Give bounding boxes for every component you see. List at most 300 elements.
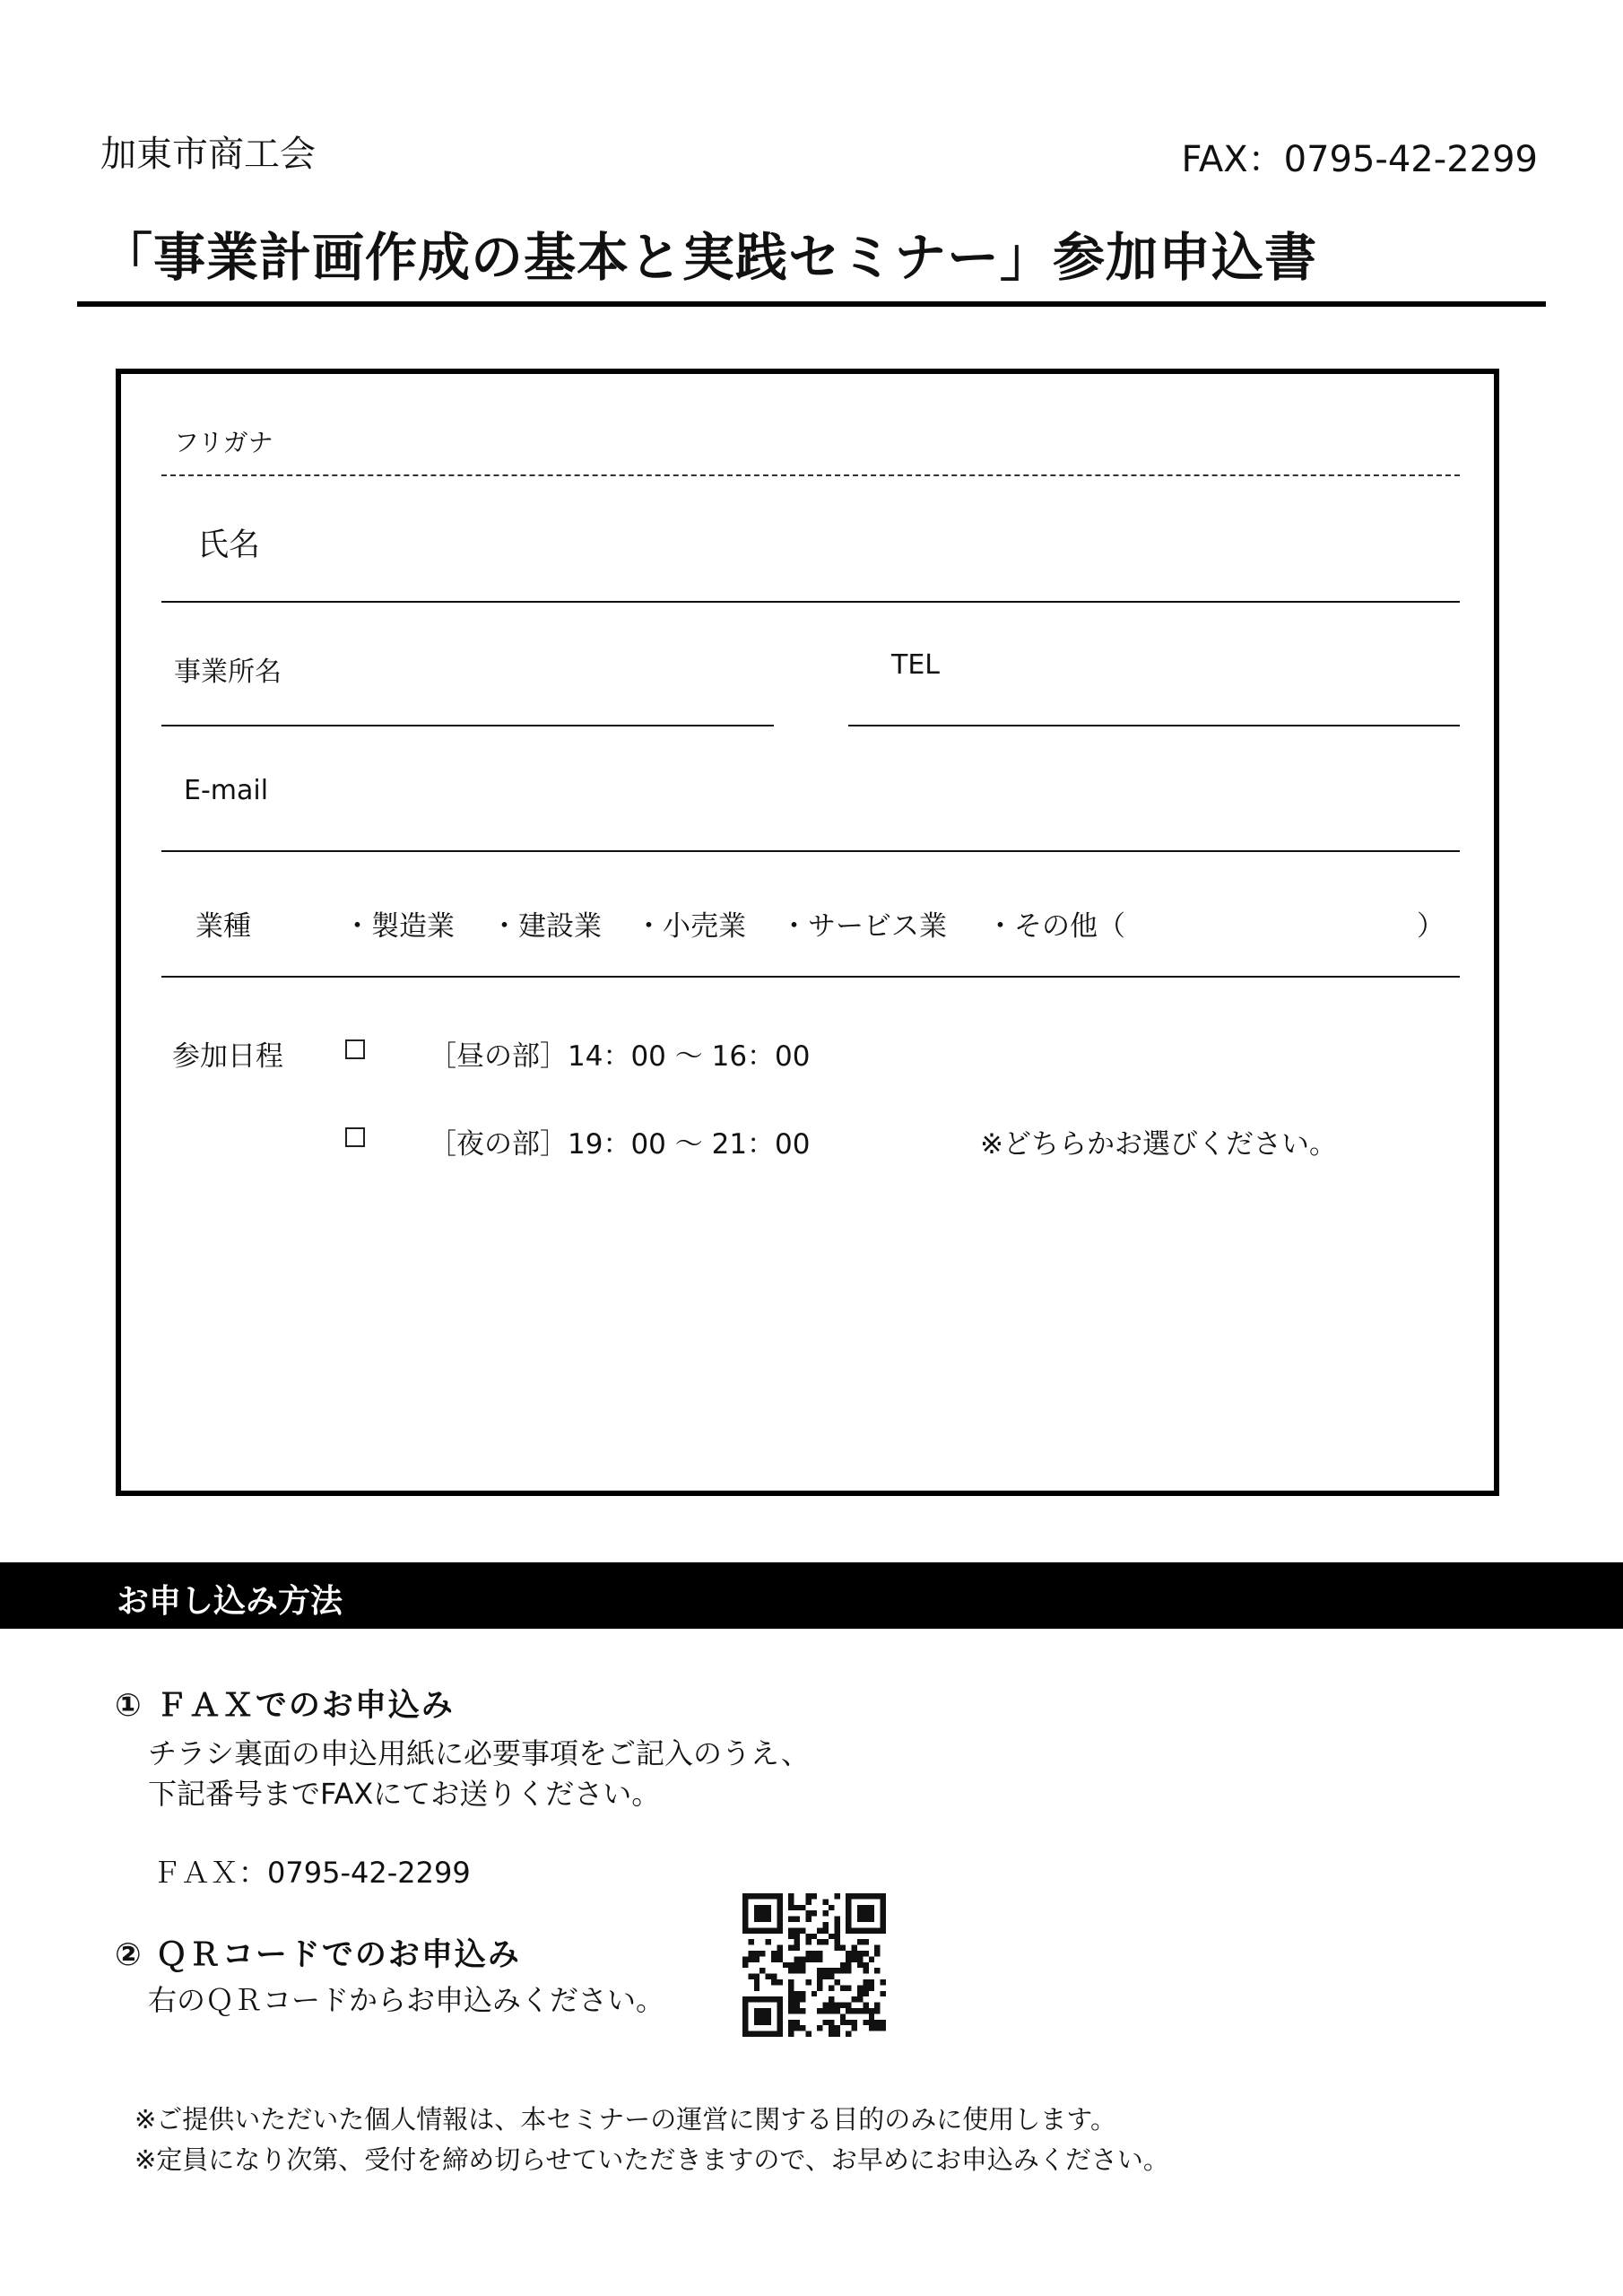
- qr-module: [742, 1910, 748, 1916]
- qr-module: [805, 2031, 811, 2037]
- qr-module: [823, 1974, 829, 1979]
- qr-module: [863, 1968, 868, 1973]
- tel-label: TEL: [891, 649, 940, 681]
- qr-module: [881, 1979, 886, 1985]
- qr-module: [771, 1893, 777, 1899]
- qr-module: [869, 1905, 874, 1910]
- qr-module: [812, 1893, 817, 1899]
- qr-module: [777, 1910, 782, 1916]
- qr-module: [794, 1934, 800, 1939]
- qr-module: [817, 1956, 822, 1961]
- qr-module: [874, 2025, 880, 2031]
- qr-module: [788, 2020, 794, 2025]
- qr-module: [742, 1922, 748, 1927]
- qr-module: [754, 1905, 759, 1910]
- qr-module: [874, 1927, 880, 1933]
- qr-module: [869, 2013, 874, 2019]
- qr-module: [863, 1893, 868, 1899]
- qr-module: [766, 1927, 771, 1933]
- qr-module: [834, 2025, 839, 2031]
- qr-module: [771, 1956, 777, 1961]
- qr-module: [748, 1974, 753, 1979]
- qr-module: [788, 1945, 794, 1951]
- qr-module: [857, 1905, 863, 1910]
- qr-module: [881, 1917, 886, 1922]
- qr-module: [777, 1893, 782, 1899]
- qr-module: [748, 1927, 753, 1933]
- qr-module: [817, 1927, 822, 1933]
- qr-module: [881, 1991, 886, 1996]
- qr-module: [754, 1974, 759, 1979]
- qr-module: [805, 1956, 811, 1961]
- qr-module: [805, 1951, 811, 1956]
- qr-module: [777, 1956, 782, 1961]
- qr-module: [771, 2031, 777, 2037]
- qr-module: [834, 1945, 839, 1951]
- qr-module: [857, 1917, 863, 1922]
- qr-module: [788, 2008, 794, 2013]
- qr-module: [881, 2020, 886, 2025]
- qr-module: [852, 2020, 857, 2025]
- qr-module: [829, 2025, 834, 2031]
- qr-module: [754, 1951, 759, 1956]
- qr-module: [834, 1979, 839, 1985]
- qr-module: [829, 2008, 834, 2013]
- qr-module: [881, 1922, 886, 1927]
- qr-module: [777, 1927, 782, 1933]
- qr-module: [869, 1956, 874, 1961]
- qr-module: [852, 1927, 857, 1933]
- qr-module: [777, 2025, 782, 2031]
- qr-module: [794, 1905, 800, 1910]
- qr-module: [742, 1956, 748, 1961]
- qr-module: [863, 2003, 868, 2008]
- qr-module: [742, 1893, 748, 1899]
- qr-module: [812, 1956, 817, 1961]
- qr-module: [874, 1968, 880, 1973]
- qr-module: [857, 1956, 863, 1961]
- qr-module: [766, 1905, 771, 1910]
- qr-module: [863, 1905, 868, 1910]
- qr-module: [823, 1939, 829, 1944]
- qr-module: [777, 1922, 782, 1927]
- qr-module: [794, 2003, 800, 2008]
- qr-module: [829, 1934, 834, 1939]
- fax-number-header: FAX：0795-42-2299: [1181, 139, 1538, 180]
- page-title: 「事業計画作成の基本と実践セミナー」参加申込書: [100, 227, 1318, 288]
- qr-module: [869, 1917, 874, 1922]
- qr-module: [823, 1922, 829, 1927]
- fax-method-number: ＦＡＸ：0795-42-2299: [152, 1856, 471, 1890]
- qr-module: [863, 1910, 868, 1916]
- qr-module: [748, 1939, 753, 1944]
- qr-module: [840, 1985, 846, 1990]
- schedule-note: ※どちらかお選びください。: [980, 1128, 1337, 1161]
- qr-method-heading: ② ＱＲコードでのお申込み: [115, 1937, 521, 1973]
- qr-module: [794, 1917, 800, 1922]
- qr-module: [874, 2008, 880, 2013]
- qr-module: [857, 1991, 863, 1996]
- qr-module: [800, 1968, 805, 1973]
- qr-module: [759, 1968, 765, 1973]
- organization-name: 加東市商工会: [100, 134, 316, 175]
- qr-module: [759, 1951, 765, 1956]
- qr-module: [800, 1996, 805, 2002]
- qr-module: [759, 2031, 765, 2037]
- qr-module: [742, 1962, 748, 1968]
- qr-module: [754, 2008, 759, 2013]
- capacity-note: ※定員になり次第、受付を締め切らせていただきますので、お早めにお申込みください。: [135, 2144, 1169, 2175]
- qr-module: [794, 2025, 800, 2031]
- qr-module: [817, 2025, 822, 2031]
- qr-module: [881, 1905, 886, 1910]
- qr-module: [771, 1974, 777, 1979]
- qr-module: [834, 2003, 839, 2008]
- qr-module: [800, 2008, 805, 2013]
- qr-module: [766, 1996, 771, 2002]
- qr-module: [857, 1910, 863, 1916]
- qr-module: [823, 1968, 829, 1973]
- qr-module: [869, 2020, 874, 2025]
- qr-module: [840, 1968, 846, 1973]
- qr-module: [812, 1910, 817, 1916]
- qr-module: [852, 2008, 857, 2013]
- qr-module: [777, 1951, 782, 1956]
- qr-module: [783, 1962, 788, 1968]
- qr-module: [766, 1939, 771, 1944]
- qr-module: [874, 1945, 880, 1951]
- qr-module: [817, 1968, 822, 1973]
- qr-module: [754, 1893, 759, 1899]
- qr-module: [817, 1979, 822, 1985]
- qr-module: [846, 2031, 851, 2037]
- qr-module: [788, 1934, 794, 1939]
- qr-module: [805, 1934, 811, 1939]
- qr-module: [874, 1951, 880, 1956]
- qr-module: [846, 1922, 851, 1927]
- qr-module: [817, 2008, 822, 2013]
- qr-module: [766, 2031, 771, 2037]
- qr-module: [805, 1910, 811, 1916]
- qr-module: [759, 1917, 765, 1922]
- qr-module: [788, 1979, 794, 1985]
- qr-module: [754, 1985, 759, 1990]
- qr-module: [777, 1917, 782, 1922]
- qr-module: [794, 2020, 800, 2025]
- qr-module: [754, 1956, 759, 1961]
- day-session-label: ［昼の部］14：00 〜 16：00: [429, 1040, 811, 1073]
- qr-module: [794, 1945, 800, 1951]
- qr-module: [857, 1985, 863, 1990]
- qr-module: [788, 1991, 794, 1996]
- qr-module: [863, 1927, 868, 1933]
- qr-module: [846, 1956, 851, 1961]
- qr-module: [794, 1956, 800, 1961]
- business-name-label: 事業所名: [174, 657, 282, 688]
- qr-module: [748, 1996, 753, 2002]
- qr-module: [754, 1917, 759, 1922]
- qr-module: [754, 1910, 759, 1916]
- qr-module: [852, 1893, 857, 1899]
- qr-module: [748, 1893, 753, 1899]
- qr-module: [794, 1991, 800, 1996]
- qr-module: [794, 1939, 800, 1944]
- qr-module: [771, 1979, 777, 1985]
- qr-module: [766, 2013, 771, 2019]
- qr-module: [759, 2020, 765, 2025]
- qr-module: [754, 2013, 759, 2019]
- qr-module: [766, 2020, 771, 2025]
- qr-module: [869, 1893, 874, 1899]
- qr-module: [869, 1910, 874, 1916]
- qr-module: [777, 2031, 782, 2037]
- qr-module: [857, 1996, 863, 2002]
- qr-module: [852, 1945, 857, 1951]
- qr-module: [857, 1962, 863, 1968]
- qr-module: [748, 2031, 753, 2037]
- qr-module: [840, 2003, 846, 2008]
- qr-module: [852, 1956, 857, 1961]
- qr-module: [805, 1939, 811, 1944]
- qr-module: [794, 1962, 800, 1968]
- qr-module: [846, 2020, 851, 2025]
- qr-module: [846, 1951, 851, 1956]
- qr-module: [857, 2008, 863, 2013]
- qr-module: [766, 2008, 771, 2013]
- qr-module: [881, 1893, 886, 1899]
- qr-module: [777, 2020, 782, 2025]
- email-field-line[interactable]: [161, 850, 1460, 852]
- qr-module: [742, 1927, 748, 1933]
- qr-module: [777, 1979, 782, 1985]
- qr-module: [771, 1951, 777, 1956]
- qr-module: [766, 1974, 771, 1979]
- title-underline: [77, 301, 1546, 307]
- qr-module: [788, 1917, 794, 1922]
- qr-module: [846, 1910, 851, 1916]
- qr-module: [857, 1951, 863, 1956]
- qr-module: [829, 2020, 834, 2025]
- qr-module: [881, 1910, 886, 1916]
- furigana-label: フリガナ: [174, 428, 273, 457]
- qr-module: [852, 1996, 857, 2002]
- qr-module: [788, 1899, 794, 1904]
- qr-module: [817, 1985, 822, 1990]
- qr-module: [742, 2013, 748, 2019]
- industry-other-close-paren: ）: [1417, 910, 1445, 943]
- business-name-field-line[interactable]: [161, 725, 774, 726]
- qr-module: [777, 1996, 782, 2002]
- qr-module: [788, 1996, 794, 2002]
- qr-module: [748, 1956, 753, 1961]
- email-label: E-mail: [184, 775, 269, 806]
- evening-session-checkbox[interactable]: [345, 1127, 365, 1147]
- qr-code-image[interactable]: [742, 1893, 886, 2037]
- qr-module: [823, 2020, 829, 2025]
- qr-module: [800, 1991, 805, 1996]
- industry-option-retail[interactable]: ・小売業: [635, 910, 746, 943]
- qr-module: [788, 2025, 794, 2031]
- qr-module: [766, 1893, 771, 1899]
- qr-module: [863, 1951, 868, 1956]
- qr-module: [759, 2013, 765, 2019]
- qr-module: [846, 1905, 851, 1910]
- qr-module: [846, 2003, 851, 2008]
- qr-module: [754, 1996, 759, 2002]
- qr-module: [829, 2031, 834, 2037]
- qr-module: [800, 2025, 805, 2031]
- qr-module: [805, 1917, 811, 1922]
- qr-module: [846, 1985, 851, 1990]
- qr-module: [805, 1893, 811, 1899]
- qr-module: [874, 2020, 880, 2025]
- qr-module: [834, 1927, 839, 1933]
- qr-module: [771, 1927, 777, 1933]
- qr-module: [794, 1968, 800, 1973]
- furigana-field-line[interactable]: [161, 474, 1460, 476]
- qr-module: [869, 2025, 874, 2031]
- qr-module: [754, 2031, 759, 2037]
- qr-module: [863, 1939, 868, 1944]
- qr-module: [829, 1974, 834, 1979]
- qr-module: [800, 1962, 805, 1968]
- qr-module: [846, 1968, 851, 1973]
- industry-option-service[interactable]: ・サービス業: [780, 910, 947, 943]
- fax-method-heading: ① ＦＡＸでのお申込み: [115, 1688, 455, 1724]
- qr-module: [777, 1899, 782, 1904]
- qr-module: [823, 2003, 829, 2008]
- qr-module: [817, 1939, 822, 1944]
- qr-module: [834, 2031, 839, 2037]
- qr-module: [846, 2008, 851, 2013]
- qr-module: [834, 1934, 839, 1939]
- qr-module: [829, 1996, 834, 2002]
- qr-module: [881, 1927, 886, 1933]
- qr-module: [840, 2013, 846, 2019]
- qr-module: [857, 1893, 863, 1899]
- qr-module: [759, 2008, 765, 2013]
- qr-module: [777, 2003, 782, 2008]
- qr-module: [800, 1956, 805, 1961]
- qr-module: [834, 2008, 839, 2013]
- qr-module: [788, 1927, 794, 1933]
- qr-module: [863, 1979, 868, 1985]
- qr-module: [829, 2003, 834, 2008]
- qr-module: [852, 2025, 857, 2031]
- qr-module: [766, 1910, 771, 1916]
- qr-module: [812, 1934, 817, 1939]
- qr-module: [852, 1951, 857, 1956]
- qr-module: [823, 2008, 829, 2013]
- day-session-checkbox[interactable]: [345, 1039, 365, 1059]
- qr-module: [869, 1927, 874, 1933]
- qr-module: [863, 1917, 868, 1922]
- method-title: お申し込み方法: [117, 1583, 343, 1620]
- qr-module: [863, 1962, 868, 1968]
- qr-module: [742, 1917, 748, 1922]
- industry-option-other[interactable]: ・その他（: [986, 910, 1125, 943]
- qr-module: [823, 1910, 829, 1916]
- qr-module: [748, 1951, 753, 1956]
- privacy-note: ※ご提供いただいた個人情報は、本セミナーの運営に関する目的のみに使用します。: [135, 2104, 1116, 2135]
- industry-option-construction[interactable]: ・建設業: [490, 910, 602, 943]
- qr-module: [834, 1939, 839, 1944]
- qr-module: [805, 1979, 811, 1985]
- qr-module: [759, 1905, 765, 1910]
- qr-module: [846, 1917, 851, 1922]
- qr-module: [869, 2008, 874, 2013]
- name-label: 氏名: [197, 527, 261, 563]
- qr-module: [794, 2008, 800, 2013]
- qr-module: [771, 1996, 777, 2002]
- qr-module: [754, 1979, 759, 1985]
- qr-module: [840, 1945, 846, 1951]
- qr-module: [742, 1905, 748, 1910]
- qr-module: [846, 1927, 851, 1933]
- qr-module: [817, 1974, 822, 1979]
- qr-module: [812, 1951, 817, 1956]
- qr-module: [834, 1922, 839, 1927]
- qr-module: [857, 1939, 863, 1944]
- qr-module: [777, 2013, 782, 2019]
- qr-module: [788, 1893, 794, 1899]
- qr-module: [788, 1985, 794, 1990]
- industry-label: 業種: [195, 910, 251, 943]
- qr-module: [759, 1893, 765, 1899]
- fax-method-line2: 下記番号までFAXにてお送りください。: [148, 1777, 661, 1811]
- tel-field-line[interactable]: [848, 725, 1460, 726]
- qr-module: [742, 1899, 748, 1904]
- qr-module: [863, 1991, 868, 1996]
- qr-module: [812, 1991, 817, 1996]
- qr-module: [881, 2025, 886, 2031]
- qr-module: [777, 2008, 782, 2013]
- qr-module: [777, 1945, 782, 1951]
- qr-module: [840, 2020, 846, 2025]
- qr-module: [863, 2020, 868, 2025]
- qr-module: [788, 1962, 794, 1968]
- fax-method-line1: チラシ裏面の申込用紙に必要事項をご記入のうえ、: [148, 1736, 810, 1770]
- qr-module: [863, 1985, 868, 1990]
- name-field-line[interactable]: [161, 601, 1460, 603]
- qr-module: [742, 2008, 748, 2013]
- qr-module: [742, 2025, 748, 2031]
- qr-module: [805, 1899, 811, 1904]
- qr-module: [829, 1985, 834, 1990]
- qr-module: [759, 1996, 765, 2002]
- qr-module: [788, 1968, 794, 1973]
- qr-module: [881, 1899, 886, 1904]
- qr-module: [874, 2003, 880, 2008]
- qr-module: [788, 1905, 794, 1910]
- qr-module: [829, 1905, 834, 1910]
- qr-module: [863, 2008, 868, 2013]
- qr-module: [777, 1905, 782, 1910]
- evening-session-label: ［夜の部］19：00 〜 21：00: [429, 1128, 811, 1161]
- qr-module: [794, 1996, 800, 2002]
- qr-module: [857, 1927, 863, 1933]
- qr-module: [874, 1893, 880, 1899]
- qr-module: [788, 2031, 794, 2037]
- qr-module: [834, 1893, 839, 1899]
- industry-option-manufacturing[interactable]: ・製造業: [343, 910, 455, 943]
- qr-module: [759, 1910, 765, 1916]
- qr-module: [742, 1996, 748, 2002]
- qr-module: [794, 1927, 800, 1933]
- qr-module: [846, 1899, 851, 1904]
- qr-module: [800, 1927, 805, 1933]
- qr-module: [766, 1917, 771, 1922]
